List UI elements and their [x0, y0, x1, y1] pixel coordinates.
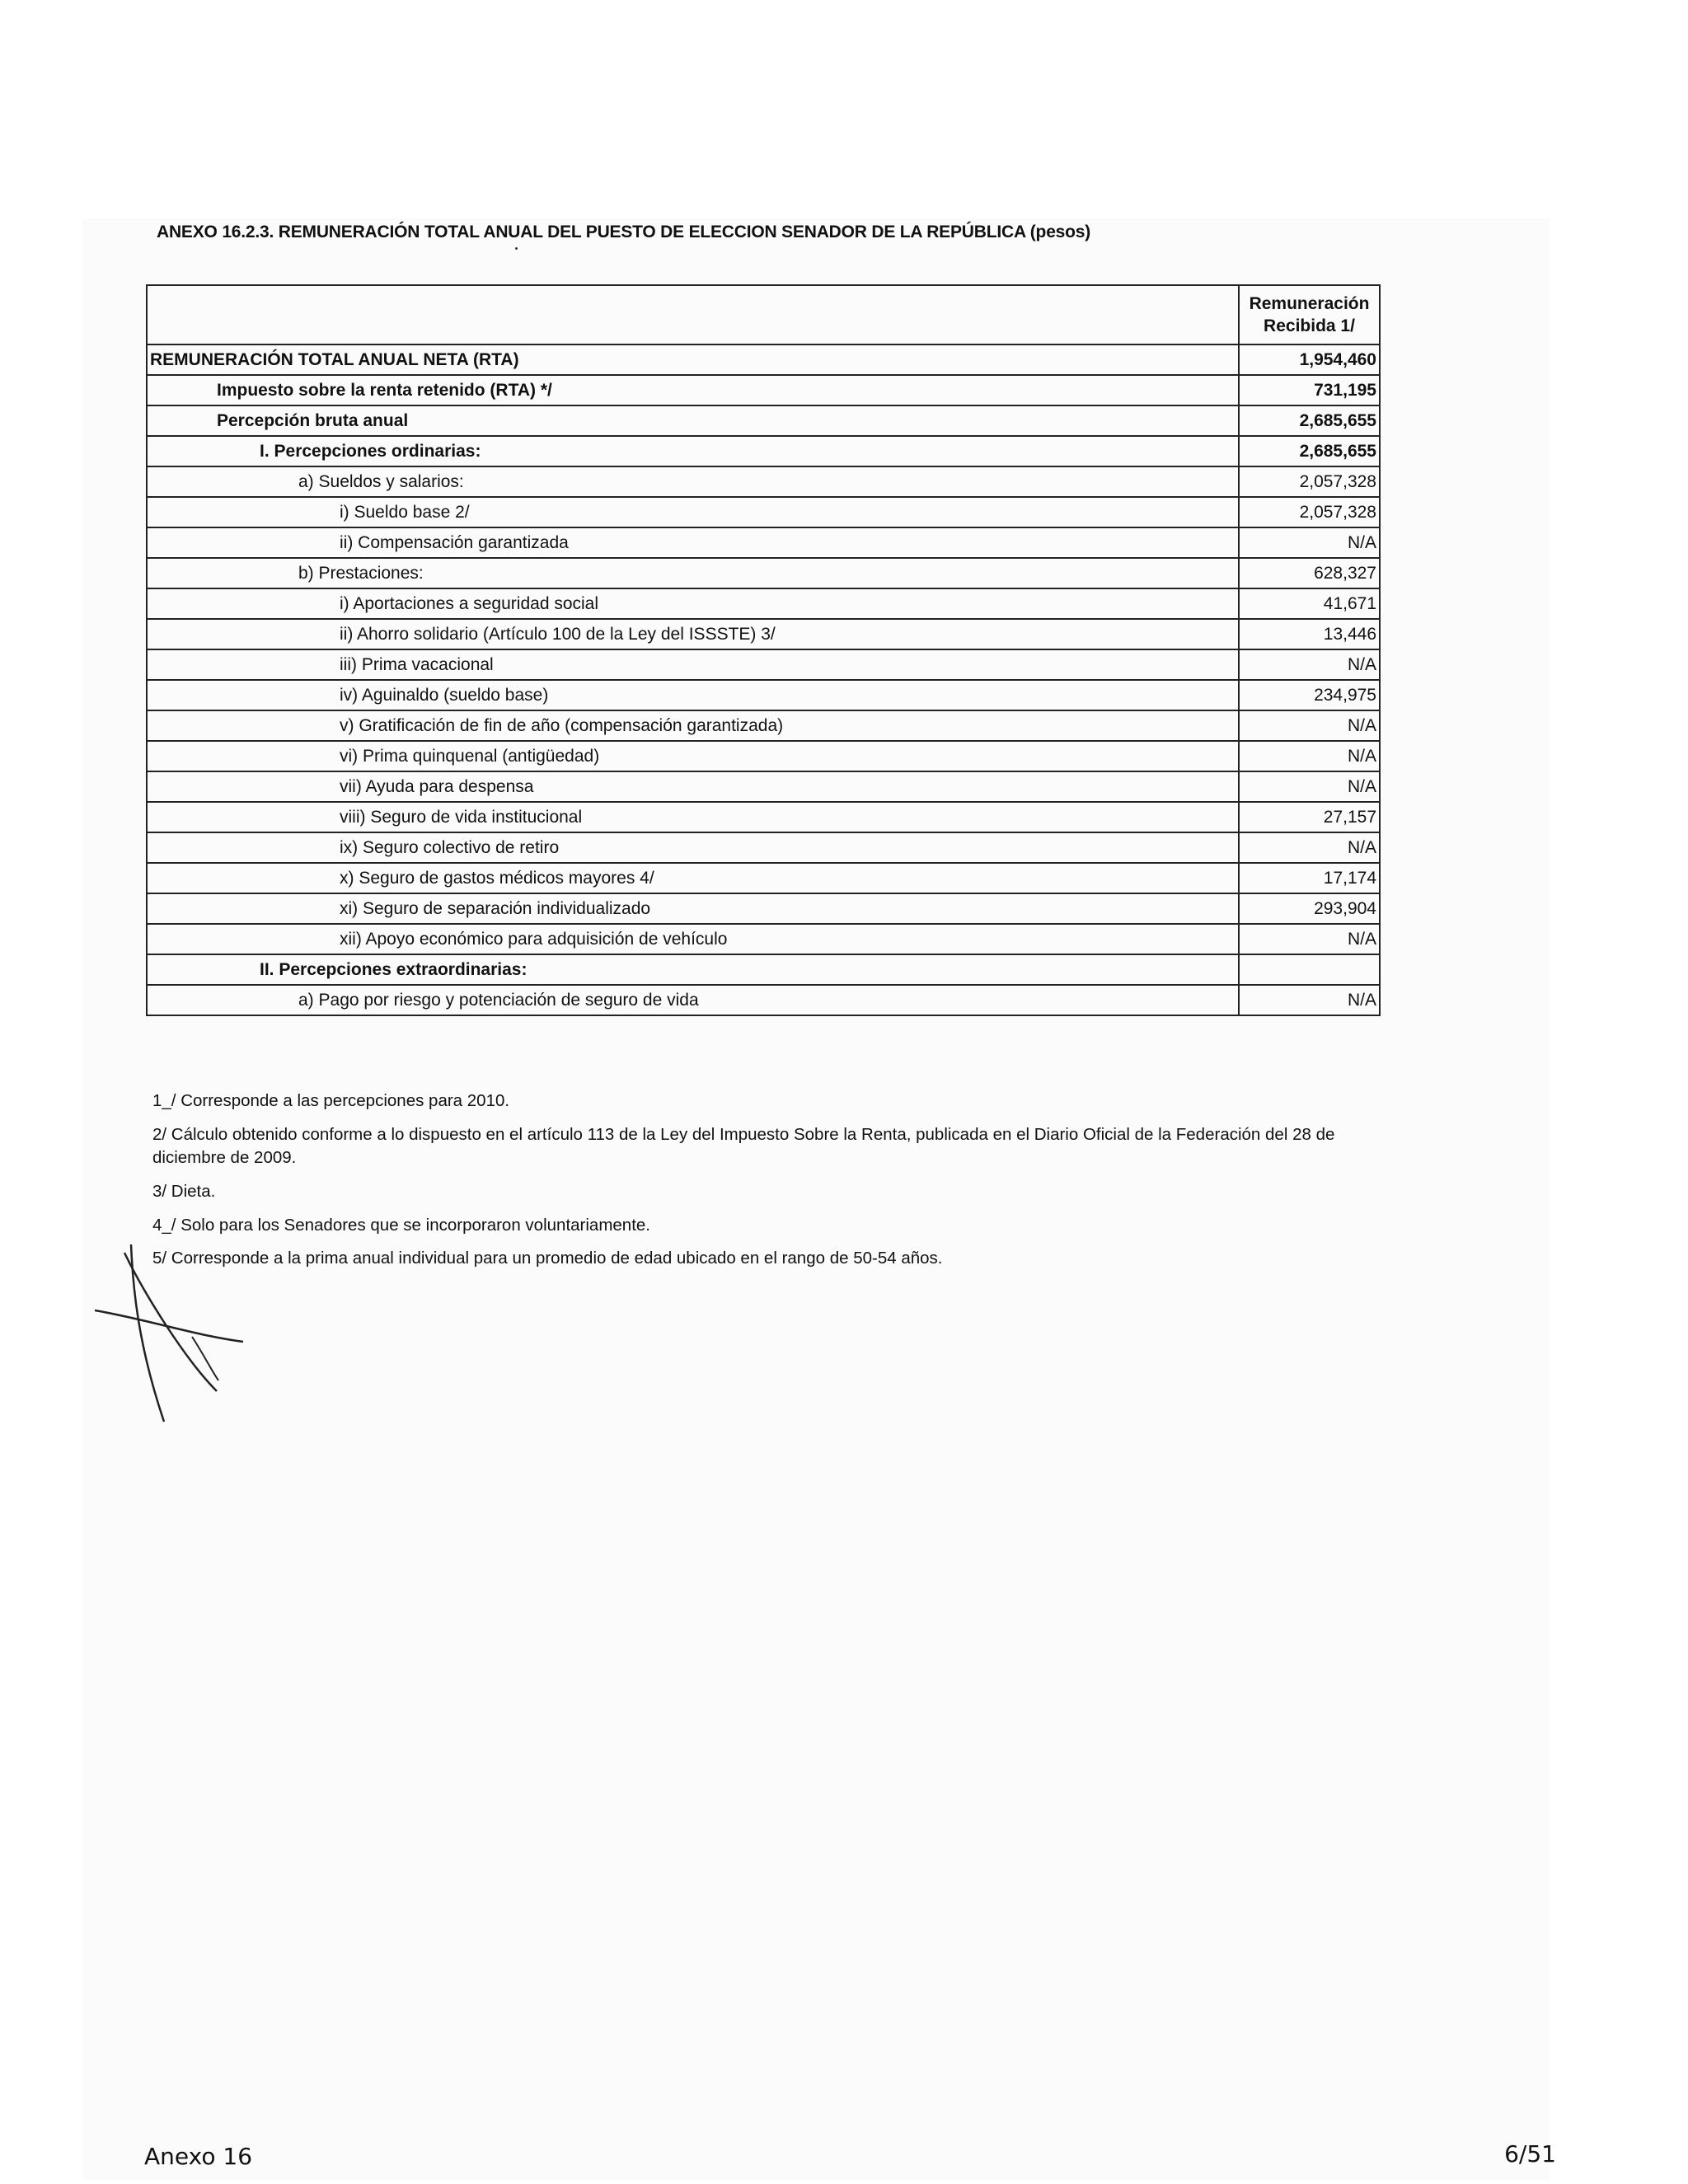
table-row: [147, 375, 1380, 405]
row-value: N/A: [1239, 832, 1380, 863]
header-value-line1: Remuneración: [1249, 293, 1370, 313]
row-value: N/A: [1239, 985, 1380, 1015]
row-label: a) Sueldos y salarios:: [147, 466, 1239, 497]
table-row: [147, 619, 1380, 649]
table-row: [147, 771, 1380, 802]
row-value: N/A: [1239, 741, 1380, 771]
row-value: N/A: [1239, 771, 1380, 802]
row-value: N/A: [1239, 649, 1380, 680]
row-value: 17,174: [1239, 863, 1380, 893]
row-value: 13,446: [1239, 619, 1380, 649]
table-row: [147, 863, 1380, 893]
row-label: iv) Aguinaldo (sueldo base): [147, 680, 1239, 710]
footer-annex-label: Anexo 16: [144, 2143, 253, 2170]
row-label: Impuesto sobre la renta retenido (RTA) */: [147, 375, 1239, 405]
row-label: v) Gratificación de fin de año (compensación garantizada): [147, 710, 1239, 741]
row-value: 1,954,460: [1239, 344, 1380, 375]
table-row: [147, 893, 1380, 924]
row-value: 2,057,328: [1239, 466, 1380, 497]
row-value: 731,195: [1239, 375, 1380, 405]
footnote: 5/ Corresponde a la prima anual individual para un promedio de edad ubicado en el rango de 50-54 años.: [152, 1249, 943, 1268]
table-row: [147, 985, 1380, 1015]
row-label: vii) Ayuda para despensa: [147, 771, 1239, 802]
row-label: ii) Compensación garantizada: [147, 527, 1239, 558]
table-row: [147, 344, 1380, 375]
row-label: xi) Seguro de separación individualizado: [147, 893, 1239, 924]
table-row: [147, 436, 1380, 466]
table-row: [147, 588, 1380, 619]
table-row: [147, 527, 1380, 558]
row-value: N/A: [1239, 710, 1380, 741]
row-label: i) Sueldo base 2/: [147, 497, 1239, 527]
row-value: 2,685,655: [1239, 436, 1380, 466]
header-value-line2: Recibida 1/: [1264, 316, 1355, 335]
row-label: a) Pago por riesgo y potenciación de seguro de vida: [147, 985, 1239, 1015]
footer-page-number: 6/51: [1504, 2140, 1556, 2168]
table-row: [147, 497, 1380, 527]
row-value: N/A: [1239, 924, 1380, 954]
row-label: Percepción bruta anual: [147, 405, 1239, 436]
document-title: ANEXO 16.2.3. REMUNERACIÓN TOTAL ANUAL DEL PUESTO DE ELECCION SENADOR DE LA REPÚBLICA (pesos): [157, 223, 1091, 241]
scan-speck: [515, 247, 518, 250]
handwritten-signature: [95, 1244, 260, 1434]
row-value: 41,671: [1239, 588, 1380, 619]
row-label: I. Percepciones ordinarias:: [147, 436, 1239, 466]
footnote: 4_/ Solo para los Senadores que se incorporaron voluntariamente.: [152, 1215, 650, 1235]
table-row: [147, 649, 1380, 680]
row-value: N/A: [1239, 527, 1380, 558]
row-value: 27,157: [1239, 802, 1380, 832]
table-header-row: [147, 285, 1380, 344]
footnote: 3/ Dieta.: [152, 1182, 216, 1202]
remuneration-table: [146, 284, 1381, 1016]
row-label: ix) Seguro colectivo de retiro: [147, 832, 1239, 863]
row-value: 2,057,328: [1239, 497, 1380, 527]
table-row: [147, 710, 1380, 741]
header-empty-cell: [147, 285, 1239, 344]
row-value: 293,904: [1239, 893, 1380, 924]
table-row: [147, 924, 1380, 954]
row-value: 2,685,655: [1239, 405, 1380, 436]
table-row: [147, 466, 1380, 497]
row-label: x) Seguro de gastos médicos mayores 4/: [147, 863, 1239, 893]
footnotes: [152, 1090, 1372, 1281]
footnote: 2/ Cálculo obtenido conforme a lo dispuesto en el artículo 113 de la Ley del Impuesto Sobre la Renta, publicada en el Diario Oficial de la Federación del 28 de diciembre de 2009.: [152, 1124, 1335, 1168]
row-label: iii) Prima vacacional: [147, 649, 1239, 680]
table-row: [147, 741, 1380, 771]
footnote: 1_/ Corresponde a las percepciones para 2010.: [152, 1091, 510, 1110]
table-row: [147, 558, 1380, 588]
row-label: REMUNERACIÓN TOTAL ANUAL NETA (RTA): [147, 344, 1239, 375]
row-label: viii) Seguro de vida institucional: [147, 802, 1239, 832]
row-value: 628,327: [1239, 558, 1380, 588]
table-row: [147, 405, 1380, 436]
row-label: ii) Ahorro solidario (Artículo 100 de la Ley del ISSSTE) 3/: [147, 619, 1239, 649]
table-row: [147, 680, 1380, 710]
table-row: [147, 832, 1380, 863]
header-value-cell: [1239, 285, 1380, 344]
row-value: 234,975: [1239, 680, 1380, 710]
row-label: b) Prestaciones:: [147, 558, 1239, 588]
row-value: [1239, 954, 1380, 985]
row-label: xii) Apoyo económico para adquisición de vehículo: [147, 924, 1239, 954]
row-label: II. Percepciones extraordinarias:: [147, 954, 1239, 985]
row-label: vi) Prima quinquenal (antigüedad): [147, 741, 1239, 771]
table-row: [147, 802, 1380, 832]
table-row: [147, 954, 1380, 985]
row-label: i) Aportaciones a seguridad social: [147, 588, 1239, 619]
